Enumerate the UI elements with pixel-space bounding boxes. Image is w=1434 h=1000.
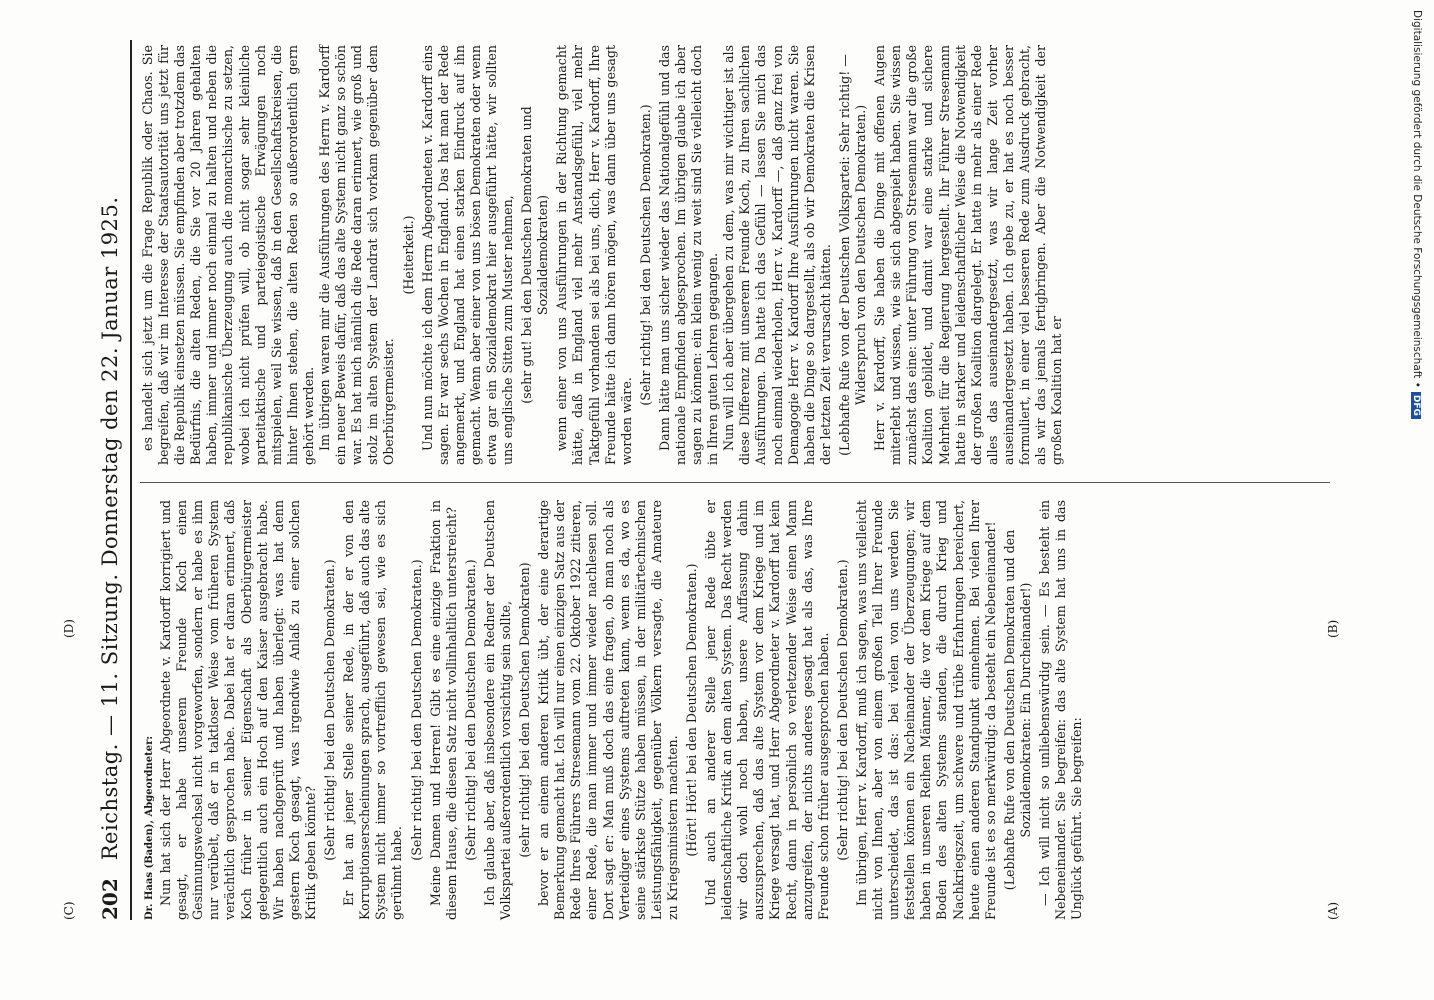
paragraph: es handelt sich jetzt um die Frage Republik oder Chaos. Sie begreifen, daß wir im Interesse der Staatsautorität uns jetzt für die Republik einsetzen müssen. Sie empfinden aber trotzdem das Bedürfnis, die alten Reden, die Sie vor 20 Jahren gehalten haben, immer und immer noch einmal zu halten und neben die republikanische Überzeugung auch die monarchische zu setzen, wobei ich nicht prüfen will, ob nicht sogar sehr kleinliche parteitaktische und parteiegoistische Erwägungen noch mitspielen, weil Sie wissen, daß in den Gesellschaftskreisen, die hinter Ihnen stehen, die alten Reden so außerordentlich gern gehört werden. — [140, 45, 316, 465]
page-header — [90, 40, 130, 920]
header-rule — [130, 40, 132, 920]
paragraph: Und auch an anderer Stelle jener Rede übte er leidenschaftliche Kritik an dem alten System. Das Recht werden wir doch wohl noch haben, unsere Auffassung dahin auszusprechen, daß das alte System vor dem Kriege und im Kriege versagt hat, und Herr Abgeordneter v. Kardorff hat kein Recht, dann in persönlich so verletzender Weise einen Mann anzugreifen, der nichts anderes gesagt hat als das, was Ihre Freunde schon früher ausgesprochen haben. — [703, 500, 831, 920]
margin-marker-c: (C) — [62, 901, 76, 920]
page-number: 202 — [98, 878, 122, 920]
right-column — [140, 45, 1065, 465]
paragraph: — Ich will nicht so unliebenswürdig sein. — Es besteht ein Nebeneinander. Sie begreifen: das alte System hat uns in das Unglück geführt. Sie begreifen: — [1036, 500, 1085, 920]
interjection: (Heiterkeit.) — [400, 215, 416, 295]
dfg-logo: DFG — [1411, 392, 1421, 419]
left-column — [140, 500, 1085, 920]
interjection: (Sehr richtig! bei den Deutschen Demokraten.) — [834, 559, 850, 861]
paragraph: Nun will ich aber übergehen zu dem, was mir wichtiger ist als diese Differenz mit unserem Freunde Koch, zu Ihren sachlichen Ausführungen. Da hatte ich das Gefühl — lassen Sie mich das noch einmal wiederholen, Herr v. Kardorff —, daß ganz frei von Demagogie Herr v. Kardorff Ihre Ausführungen nicht waren. Sie haben die Dinge so dargestellt, als ob wir Demokraten die Krisen der letzten Zeit verursacht hätten. — [721, 45, 833, 465]
interjection: (Sehr richtig! bei den Deutschen Demokraten.) — [322, 559, 338, 861]
speaker-label: Dr. Haas (Baden), Abgeordneter: — [144, 735, 155, 920]
margin-marker-a: (A) — [1326, 901, 1340, 920]
interjection: (Lebhafte Rufe von der Deutschen Volkspartei: Sehr richtig! — Widerspruch von den Deutschen Demokraten.) — [836, 54, 869, 456]
interjection: (sehr richtig! bei den Deutschen Demokraten) — [517, 562, 533, 858]
paragraph: Er hat an jener Stelle seiner Rede, in der er von den Korruptionserscheinungen sprach, ausgeführt, daß auch das alte System nicht immer so vortrefflich gewesen sei, wie es sich gerühmt habe. — [341, 500, 405, 920]
paragraph: Im übrigen, Herr v. Kardorff, muß ich sagen, was uns vielleicht nicht von Ihnen, aber von einem großen Teil Ihrer Freunde unterscheidet, das ist das: bei vielen von uns werden Sie feststellen können ein Nacheinander der Überzeugungen; wir haben in unseren Reihen Männer, die vor dem Kriege auf dem Boden des alten Systems standen, die durch Krieg und Nachkriegszeit, um schwere und trübe Erfahrungen bereichert, heute einen anderen Standpunkt einnehmen. Bei vielen Ihrer Freunde ist es so merkwürdig: da besteht ein Nebeneinander! — [853, 500, 998, 920]
paragraph: Nun hat sich der Herr Abgeordnete v. Kardorff korrigiert und gesagt, er habe unserem Freunde Koch einen Gesinnungswechsel nicht vorgeworfen, sondern er habe es ihm nur verübelt, daß er in taktloser Weise vom früheren System verächtlich gesprochen habe. Dabei hat er daran erinnert, daß Koch früher in seiner Eigenschaft als Oberbürgermeister gelegentlich auch ein Hoch auf den Kaiser ausgebracht habe. Wir haben nachgeprüft und haben überlegt: was hat denn gestern Koch gesagt, was irgendwie Anlaß zu einer solchen Kritik geben könnte? — [158, 500, 318, 920]
paragraph: bevor er an einem anderen Kritik übt, der eine derartige Bemerkung gemacht hat. Ich will nur einen einzigen Satz aus der Rede Ihres Führers Stresemann vom 22. Oktober 1922 zitieren, einer Rede, die man immer und immer wieder nachlesen soll. Dort sagt er: Man muß doch das eine fragen, ob man noch als Verteidiger eines Systems auftreten kann, wenn es da, wo es seine stärkste Stütze haben müssen, in der militärtechnischen Leistungsfähigkeit, gegenüber Völkern versagte, die Amateure zu Kriegsministern machten. — [536, 500, 680, 920]
interjection: (Sehr richtig! bei den Deutschen Demokraten.) — [462, 559, 478, 861]
column-divider — [140, 482, 1330, 483]
paragraph: Meine Damen und Herren! Gibt es eine einzige Fraktion in diesem Hause, die diesen Satz nicht vollinhaltlich unterstreicht? — [427, 500, 459, 920]
interjection: (Hört! Hört! bei den Deutschen Demokraten.) — [684, 563, 699, 857]
paragraph: Ich glaube aber, daß insbesondere ein Redner der Deutschen Volkspartei außerordentlich vorsichtig sein sollte, — [481, 500, 513, 920]
interjection: (Sehr richtig! bei den Deutschen Demokraten.) — [637, 104, 653, 406]
digitization-credit — [1411, 10, 1423, 419]
credit-text: Digitalisierung gefördert durch die Deutsche Forschungsgemeinschaft • — [1411, 10, 1423, 388]
paragraph: Dann hätte man uns sicher wieder das Nationalgefühl und das nationale Empfinden abgesprochen. Im übrigen glaube ich aber sagen zu können: ein klein wenig zu weit sind Sie vielleicht doch in Ihren guten Lehren gegangen. — [656, 45, 721, 465]
margin-marker-d: (D) — [62, 619, 76, 638]
paragraph: wenn einer von uns Ausführungen in der Richtung gemacht hätte, daß in England viel mehr Anstandsgefühl, viel mehr Taktgefühl vorhanden sei als bei uns, dich, Herr v. Kardorff, Ihre Freunde hätte ich dann hören mögen, was dann über uns gesagt worden wäre. — [554, 45, 634, 465]
paragraph: Im übrigen waren mir die Ausführungen des Herrn v. Kardorff ein neuer Beweis dafür, daß das alte System nicht ganz so schön war. Es hat mich nämlich die Rede daran erinnert, wie groß und stolz im alten System der Landrat sich vorkam gegenüber dem Oberbürgermeister. — [317, 45, 397, 465]
paragraph: Und nun möchte ich dem Herrn Abgeordneten v. Kardorff eins sagen. Er war sechs Wochen in England. Das hat man der Rede angemerkt, und England hat einen starken Eindruck auf ihn gemacht. Wenn aber einer von uns bösen Demokraten oder wenn etwa gar ein Sozialdemokrat hier ausgeführt hätte, wir sollten uns englische Sitten zum Muster nehmen, — [419, 45, 516, 465]
rotated-document-page — [62, 40, 1340, 920]
paragraph: Herr v. Kardorff, Sie haben die Dinge mit offenen Augen miterlebt und wissen, wie sie sich abgespielt haben. Sie wissen zunächst das eine: unter Führung von Stresemann war die große Koalition gebildet, und damit war eine starke und sichere Mehrheit für die Regierung hergestellt. Ihr Führer Stresemann hatte in starker und leidenschaftlicher Weise die Notwendigkeit der großen Koalition dargelegt. Er hatte in mehr als einer Rede alles das auseinandergesetzt, was wir lange Zeit vorher auseinandergesetzt haben. Ich gebe zu, er hat es noch besser formuliert, in einer viel besseren Rede zum Ausdruck gebracht, als wir das jemals fertigbringen. Aber die Notwendigkeit der großen Koalition hat er — [872, 45, 1065, 465]
interjection: (sehr gut! bei den Deutschen Demokraten und Sozialdemokraten) — [519, 106, 551, 404]
interjection: (Lebhafte Rufe von den Deutschen Demokraten und den Sozialdemokraten: Ein Durcheinander!) — [1001, 529, 1033, 891]
interjection: (Sehr richtig! bei den Deutschen Demokraten.) — [408, 559, 424, 861]
page-header-title: Reichstag. — 11. Sitzung. Donnerstag den 22. Januar 1925. — [98, 196, 122, 861]
margin-marker-b: (B) — [1326, 619, 1340, 638]
